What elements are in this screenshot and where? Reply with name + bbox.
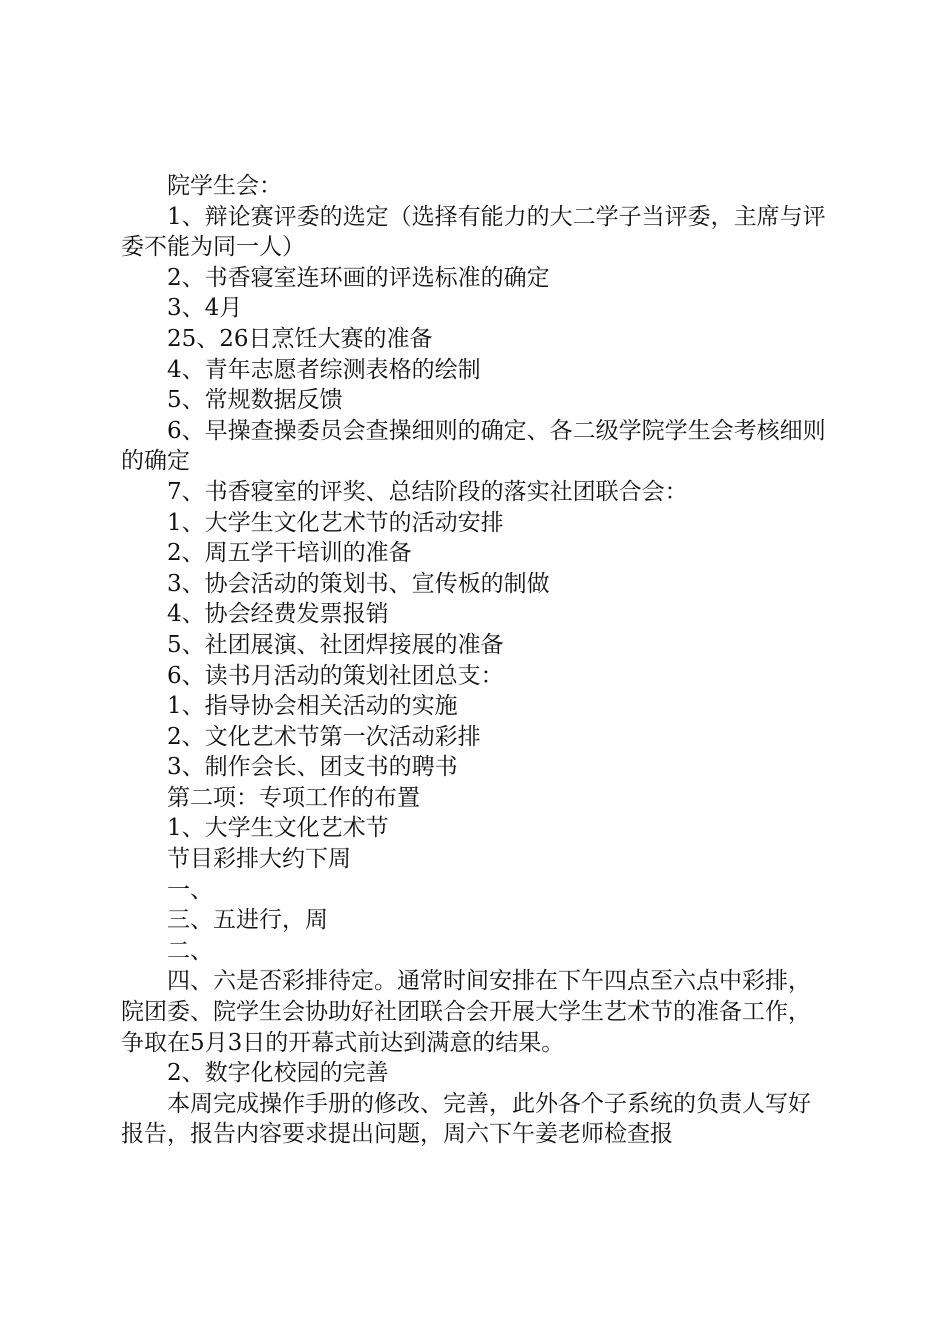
paragraph-item: 4、青年志愿者综测表格的绘制 — [167, 356, 481, 383]
paragraph-item: 一、 — [167, 876, 213, 903]
paragraph-item: 2、数字化校园的完善 — [167, 1060, 389, 1087]
paragraph-item: 1、指导协会相关活动的实施 — [167, 693, 458, 720]
paragraph-item: 1、大学生文化艺术节的活动安排 — [167, 509, 504, 536]
paragraph-item: 2、周五学干培训的准备 — [167, 540, 412, 567]
paragraph-body: 本周完成操作手册的修改、完善，此外各个子系统的负责人写好报告，报告内容要求提出问题，周六下午姜老师检查报 — [121, 1090, 811, 1148]
paragraph-section-heading: 第二项：专项工作的布置 — [167, 784, 420, 811]
paragraph-item: 3、协会活动的策划书、宣传板的制做 — [167, 570, 550, 597]
paragraph-item: 6、读书月活动的策划社团总支： — [167, 662, 504, 689]
paragraph-item: 3、4月 — [167, 295, 243, 322]
paragraph-item: 2、文化艺术节第一次活动彩排 — [167, 723, 481, 750]
paragraph-item: 5、常规数据反馈 — [167, 387, 343, 414]
paragraph-item: 3、制作会长、团支书的聘书 — [167, 754, 458, 781]
document-page — [121, 171, 831, 1150]
paragraph-item: 6、早操查操委员会查操细则的确定、各二级学院学生会考核细则的确定 — [121, 417, 826, 475]
paragraph-item: 5、社团展演、社团焊接展的准备 — [167, 631, 504, 658]
paragraph-item: 1、辩论赛评委的选定（选择有能力的大二学子当评委，主席与评委不能为同一人） — [121, 203, 826, 261]
paragraph-item: 1、大学生文化艺术节 — [167, 815, 389, 842]
paragraph-item: 4、协会经费发票报销 — [167, 601, 389, 628]
paragraph-student-union-heading: 院学生会： — [167, 173, 282, 199]
paragraph-item: 7、书香寝室的评奖、总结阶段的落实社团联合会： — [167, 478, 688, 505]
paragraph-item: 25、26日烹饪大赛的准备 — [167, 325, 433, 352]
paragraph-body: 四、六是否彩排待定。通常时间安排在下午四点至六点中彩排，院团委、院学生会协助好社团联合会开展大学生艺术节的准备工作，争取在5月3日的开幕式前达到满意的结果。 — [121, 968, 811, 1056]
paragraph-item: 2、书香寝室连环画的评选标准的确定 — [167, 264, 550, 291]
paragraph-item: 二、 — [167, 937, 213, 964]
paragraph-item: 节目彩排大约下周 — [167, 846, 351, 873]
paragraph-item: 三、五进行，周 — [167, 907, 328, 934]
